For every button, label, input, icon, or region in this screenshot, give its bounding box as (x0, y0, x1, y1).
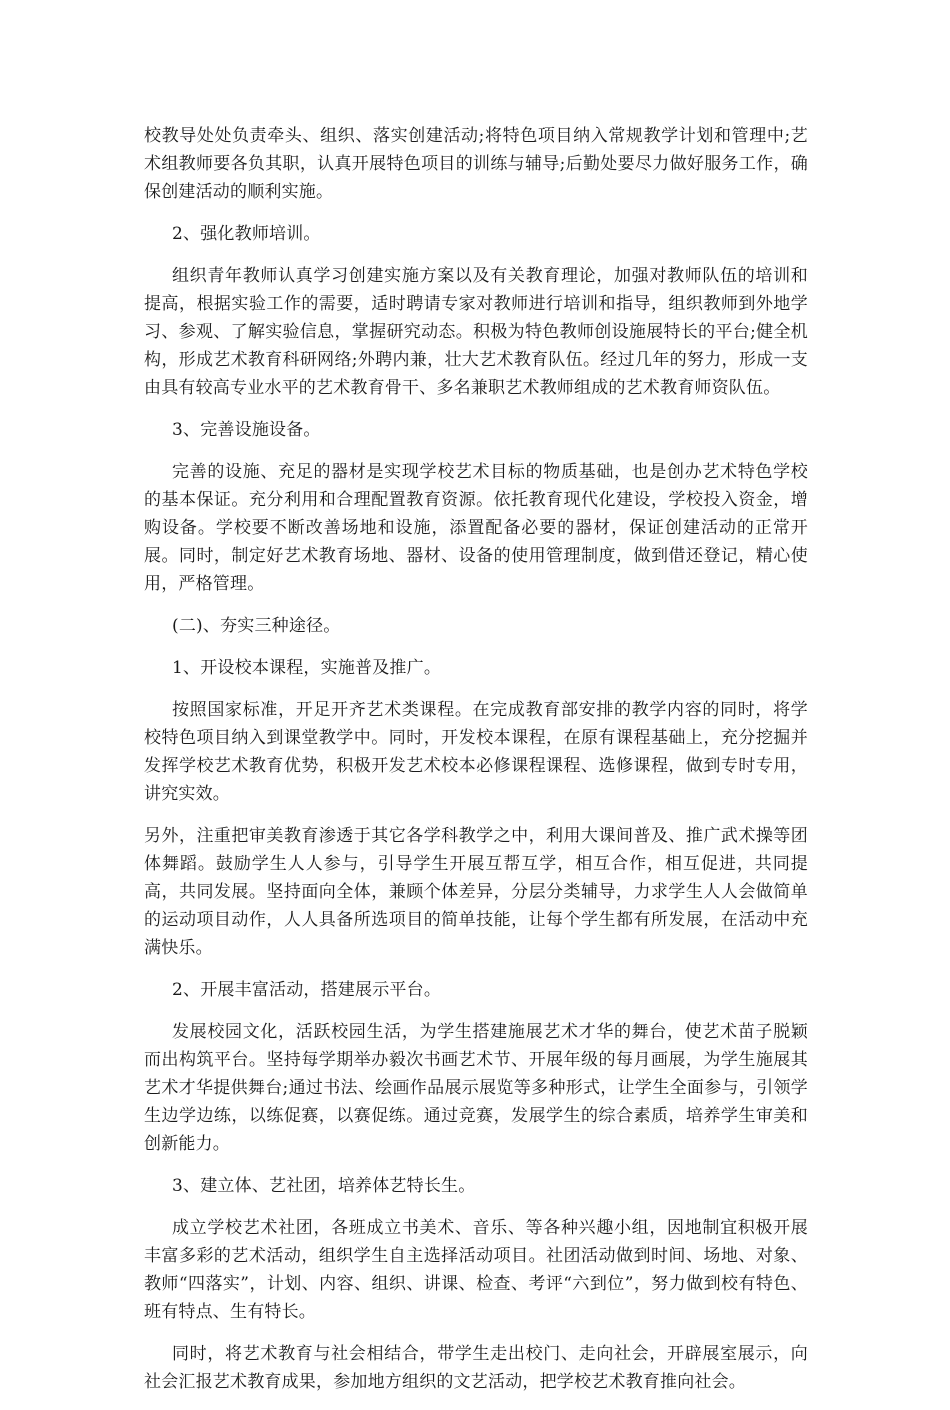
document-page (144, 122, 808, 1410)
section-heading: 3、建立体、艺社团，培养体艺特长生。 (172, 1176, 476, 1196)
section-heading: 2、强化教师培训。 (172, 224, 321, 244)
paragraph-body: 组织青年教师认真学习创建实施方案以及有关教育理论，加强对教师队伍的培训和提高，根据实验工作的需要，适时聘请专家对教师进行培训和指导，组织教师到外地学习、参观、了解实验信息，掌握研究动态。积极为特色教师创设施展特长的平台;健全机构，形成艺术教育科研网络;外聘内兼，壮大艺术教育队伍。经过几年的努力，形成一支由具有较高专业水平的艺术教育骨干、多名兼职艺术教师组成的艺术教育师资队伍。 (144, 266, 808, 398)
paragraph-body: 发展校园文化，活跃校园生活，为学生搭建施展艺术才华的舞台，使艺术苗子脱颖而出构筑平台。坚持每学期举办毅次书画艺术节、开展年级的每月画展，为学生施展其艺术才华提供舞台;通过书法、绘画作品展示展览等多种形式，让学生全面参与，引领学生边学边练，以练促赛，以赛促练。通过竞赛，发展学生的综合素质，培养学生审美和创新能力。 (144, 1022, 808, 1154)
paragraph-body: 同时，将艺术教育与社会相结合，带学生走出校门、走向社会，开辟展室展示，向社会汇报艺术教育成果，参加地方组织的文艺活动，把学校艺术教育推向社会。 (144, 1344, 808, 1392)
section-heading: 3、完善设施设备。 (172, 420, 321, 440)
paragraph-body: 按照国家标准，开足开齐艺术类课程。在完成教育部安排的教学内容的同时，将学校特色项目纳入到课堂教学中。同时，开发校本课程，在原有课程基础上，充分挖掘并发挥学校艺术教育优势，积极开发艺术校本必修课程课程、选修课程，做到专时专用，讲究实效。 (144, 700, 808, 804)
paragraph-body: 校教导处处负责牵头、组织、落实创建活动;将特色项目纳入常规教学计划和管理中;艺术组教师要各负其职，认真开展特色项目的训练与辅导;后勤处要尽力做好服务工作，确保创建活动的顺利实施。 (144, 126, 808, 202)
section-heading: (二)、夯实三种途径。 (172, 616, 341, 636)
section-heading: 2、开展丰富活动，搭建展示平台。 (172, 980, 442, 1000)
paragraph-body: 成立学校艺术社团，各班成立书美术、音乐、等各种兴趣小组，因地制宜积极开展丰富多彩的艺术活动，组织学生自主选择活动项目。社团活动做到时间、场地、对象、教师“四落实”，计划、内容、组织、讲课、检查、考评“六到位”，努力做到校有特色、班有特点、生有特长。 (144, 1218, 808, 1322)
paragraph-body: 另外，注重把审美教育渗透于其它各学科教学之中，利用大课间普及、推广武术操等团体舞蹈。鼓励学生人人参与，引导学生开展互帮互学，相互合作，相互促进，共同提高，共同发展。坚持面向全体，兼顾个体差异，分层分类辅导，力求学生人人会做简单的运动项目动作，人人具备所选项目的简单技能，让每个学生都有所发展，在活动中充满快乐。 (144, 826, 808, 958)
section-heading: 1、开设校本课程，实施普及推广。 (172, 658, 442, 678)
paragraph-body: 完善的设施、充足的器材是实现学校艺术目标的物质基础，也是创办艺术特色学校的基本保证。充分利用和合理配置教育资源。依托教育现代化建设，学校投入资金，增购设备。学校要不断改善场地和设施，添置配备必要的器材，保证创建活动的正常开展。同时，制定好艺术教育场地、器材、设备的使用管理制度，做到借还登记，精心使用，严格管理。 (144, 462, 808, 594)
